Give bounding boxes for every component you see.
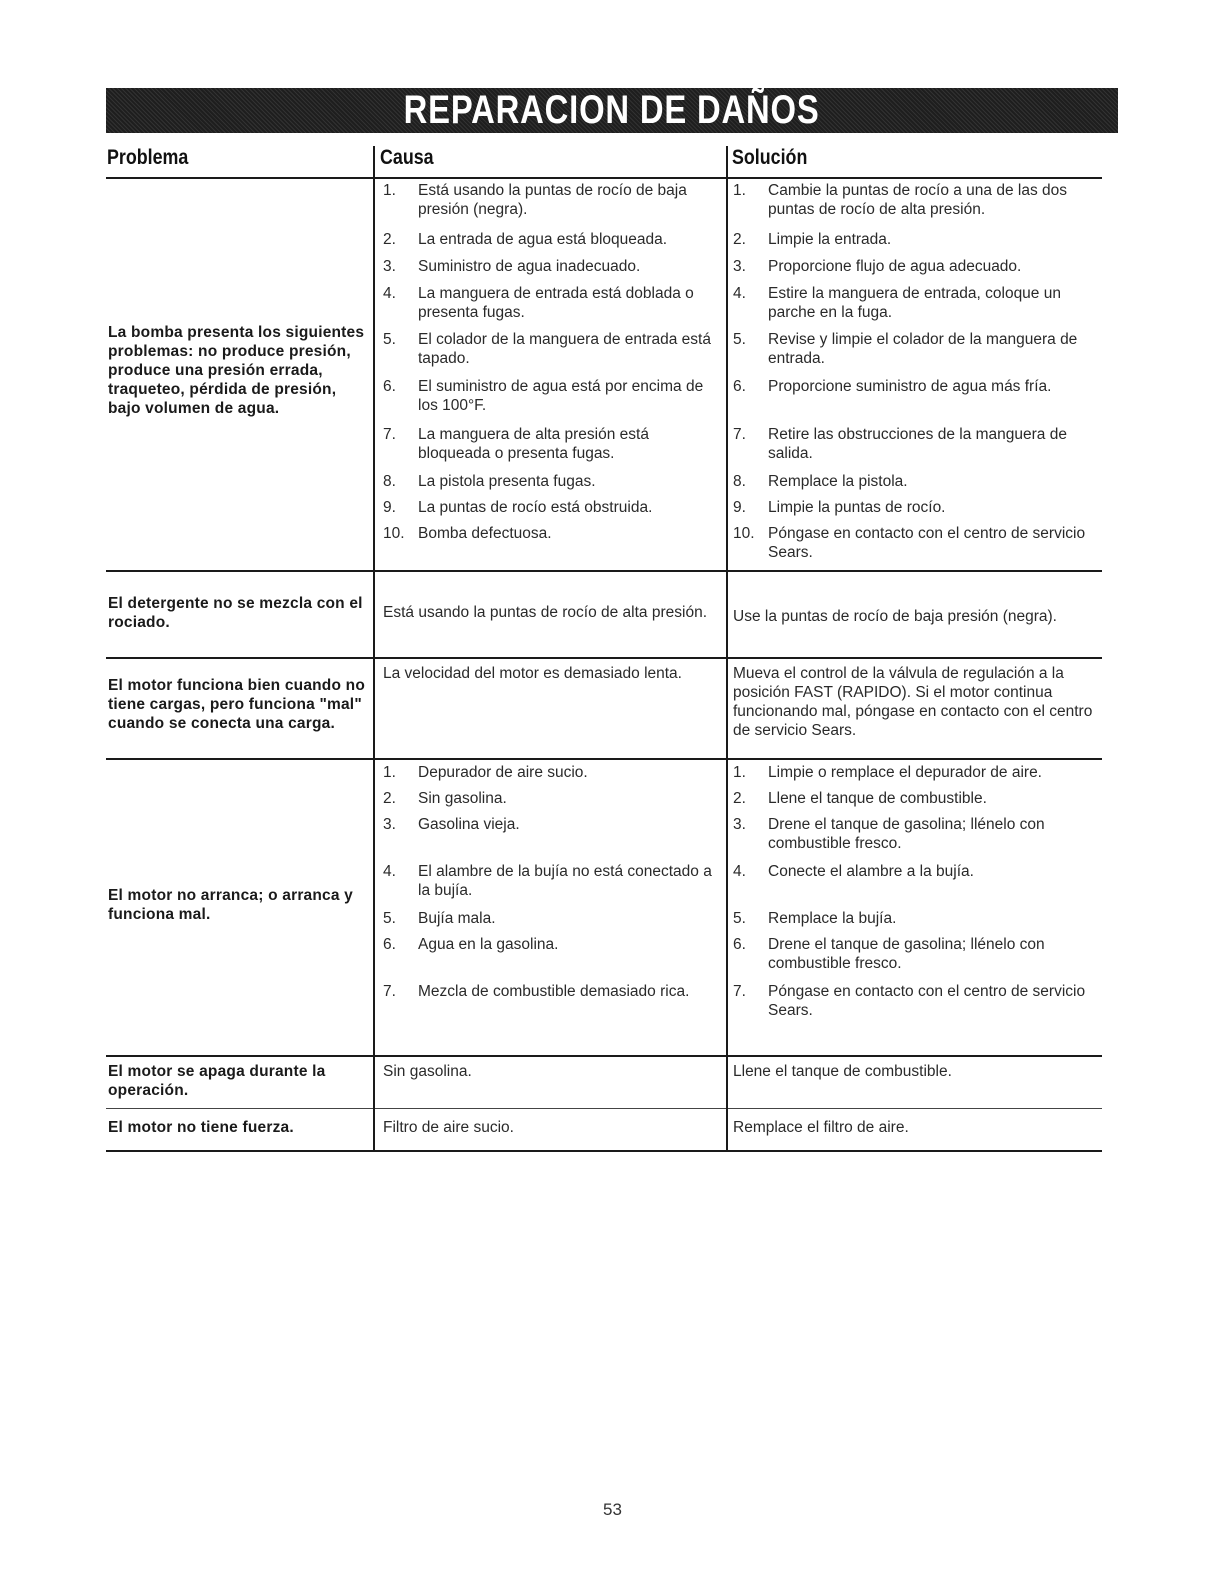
solution-4-1: 1. Limpie o remplace el depurador de aire. (733, 764, 1042, 781)
problem-row-1: La bomba presenta los siguientes problemas: no produce presión, produce una presión errada, traqueteo, pérdida de presión, bajo volumen de agua. (108, 324, 365, 417)
rule-row-3 (106, 758, 1102, 760)
solution-4-2: 2. Llene el tanque de combustible. (733, 790, 987, 807)
cause-row-5: Sin gasolina. (383, 1063, 472, 1080)
cause-4-5: 5. Bujía mala. (383, 910, 496, 927)
rule-row-2 (106, 657, 1102, 659)
title-banner (106, 88, 1118, 133)
cause-row-3: La velocidad del motor es demasiado lenta. (383, 665, 682, 682)
cause-4-3: 3. Gasolina vieja. (383, 816, 520, 833)
header-solucion: Solución (732, 146, 808, 169)
problem-row-6: El motor no tiene fuerza. (108, 1119, 294, 1136)
cause-1-7: 7. La manguera de alta presión está bloqueada o presenta fugas. (383, 426, 649, 462)
cause-1-8: 8. La pistola presenta fugas. (383, 473, 596, 490)
cause-1-6: 6. El suministro de agua está por encima de los 100°F. (383, 378, 704, 414)
solution-1-5: 5. Revise y limpie el colador de la manguera de entrada. (733, 331, 1078, 367)
problem-row-4: El motor no arranca; o arranca y funciona mal. (108, 887, 354, 923)
solution-4-4: 4. Conecte el alambre a la bujía. (733, 863, 974, 880)
solution-1-7: 7. Retire las obstrucciones de la manguera de salida. (733, 426, 1067, 462)
cause-4-7: 7. Mezcla de combustible demasiado rica. (383, 983, 690, 1000)
cause-1-10: 10. Bomba defectuosa. (383, 525, 552, 542)
rule-bottom (106, 1150, 1102, 1152)
cause-4-2: 2. Sin gasolina. (383, 790, 507, 807)
rule-row-1 (106, 570, 1102, 572)
rule-header (106, 177, 376, 179)
cause-1-2: 2. La entrada de agua está bloqueada. (383, 231, 668, 248)
cause-row-2: Está usando la puntas de rocío de alta presión. (383, 604, 707, 621)
page-title: REPARACION DE DAÑOS (404, 88, 820, 132)
rule-header-right (376, 177, 1102, 179)
header-problema: Problema (107, 146, 189, 169)
problem-row-5: El motor se apaga durante la operación. (108, 1063, 326, 1099)
solution-1-6: 6. Proporcione suministro de agua más fría. (733, 378, 1052, 395)
solution-4-3: 3. Drene el tanque de gasolina; llénelo con combustible fresco. (733, 816, 1045, 852)
cause-4-1: 1. Depurador de aire sucio. (383, 764, 588, 781)
solution-1-9: 9. Limpie la puntas de rocío. (733, 499, 946, 516)
solution-1-4: 4. Estire la manguera de entrada, coloque un parche en la fuga. (733, 285, 1061, 321)
solution-4-6: 6. Drene el tanque de gasolina; llénelo con combustible fresco. (733, 936, 1045, 972)
cause-1-5: 5. El colador de la manguera de entrada está tapado. (383, 331, 711, 367)
cause-1-4: 4. La manguera de entrada está doblada o presenta fugas. (383, 285, 694, 321)
solution-1-8: 8. Remplace la pistola. (733, 473, 908, 490)
rule-col-2 (726, 146, 728, 1151)
rule-row-5 (106, 1108, 1102, 1109)
solution-1-2: 2. Limpie la entrada. (733, 231, 892, 248)
solution-4-5: 5. Remplace la bujía. (733, 910, 897, 927)
cause-4-6: 6. Agua en la gasolina. (383, 936, 559, 953)
solution-1-1: 1. Cambie la puntas de rocío a una de las dos puntas de rocío de alta presión. (733, 182, 1067, 218)
solution-row-5: Llene el tanque de combustible. (733, 1063, 952, 1080)
cause-1-3: 3. Suministro de agua inadecuado. (383, 258, 641, 275)
cause-1-9: 9. La puntas de rocío está obstruida. (383, 499, 653, 516)
solution-1-10: 10. Póngase en contacto con el centro de servicio Sears. (733, 525, 1086, 561)
solution-row-3: Mueva el control de la válvula de regulación a la posición FAST (RAPIDO). Si el motor continua funcionando mal, póngase en contacto con el centro de servicio Sears. (733, 665, 1093, 739)
rule-col-1 (373, 146, 375, 1151)
solution-row-6: Remplace el filtro de aire. (733, 1119, 909, 1136)
cause-1-1: 1. Está usando la puntas de rocío de baja presión (negra). (383, 182, 687, 218)
solution-1-3: 3. Proporcione flujo de agua adecuado. (733, 258, 1022, 275)
cause-4-4: 4. El alambre de la bujía no está conectado a la bujía. (383, 863, 712, 899)
page-number: 53 (603, 1500, 622, 1519)
solution-4-7: 7. Póngase en contacto con el centro de servicio Sears. (733, 983, 1086, 1019)
problem-row-2: El detergente no se mezcla con el rociado. (108, 595, 363, 631)
header-causa: Causa (380, 146, 434, 169)
rule-row-4 (106, 1055, 1102, 1057)
problem-row-3: El motor funciona bien cuando no tiene cargas, pero funciona "mal" cuando se conecta una carga. (108, 677, 365, 732)
cause-row-6: Filtro de aire sucio. (383, 1119, 514, 1136)
solution-row-2: Use la puntas de rocío de baja presión (negra). (733, 608, 1057, 625)
